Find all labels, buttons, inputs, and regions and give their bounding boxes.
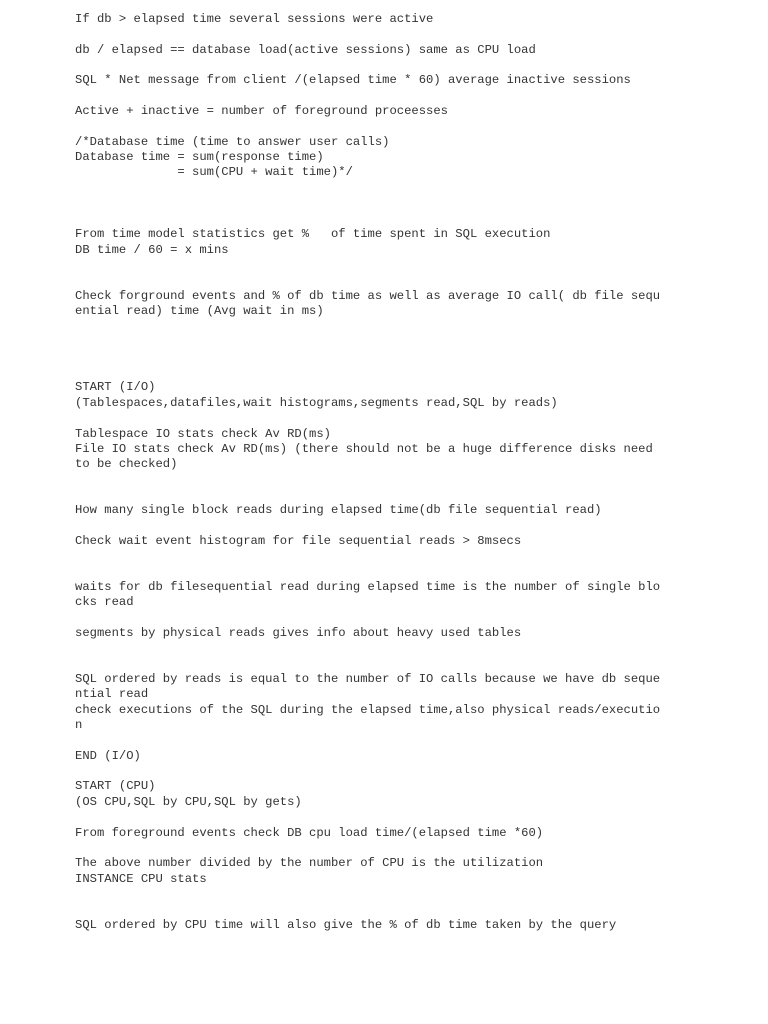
text-line: (Tablespaces,datafiles,wait histograms,segments read,SQL by reads)	[75, 396, 558, 410]
text-line: db / elapsed == database load(active sessions) same as CPU load	[75, 43, 536, 57]
text-line: The above number divided by the number of CPU is the utilization	[75, 856, 544, 870]
text-line: (OS CPU,SQL by CPU,SQL by gets)	[75, 795, 302, 809]
text-line: cks read	[75, 595, 134, 609]
text-line: waits for db filesequential read during elapsed time is the number of single blo	[75, 580, 661, 594]
text-line: If db > elapsed time several sessions were active	[75, 12, 434, 26]
text-line: How many single block reads during elapsed time(db file sequential read)	[75, 503, 602, 517]
text-line: Tablespace IO stats check Av RD(ms)	[75, 427, 331, 441]
text-line: n	[75, 718, 83, 732]
text-line: ntial read	[75, 687, 149, 701]
text-line: INSTANCE CPU stats	[75, 872, 207, 886]
text-line: Database time = sum(response time)	[75, 150, 324, 164]
text-line: Active + inactive = number of foreground proceesses	[75, 104, 448, 118]
text-line: From time model statistics get % of time spent in SQL execution	[75, 227, 551, 241]
text-line: SQL * Net message from client /(elapsed time * 60) average inactive sessions	[75, 73, 631, 87]
text-line: Check forground events and % of db time as well as average IO call( db file sequ	[75, 289, 661, 303]
text-line: segments by physical reads gives info about heavy used tables	[75, 626, 522, 640]
text-line: /*Database time (time to answer user calls)	[75, 135, 390, 149]
text-line: File IO stats check Av RD(ms) (there should not be a huge difference disks need	[75, 442, 653, 456]
text-line: ential read) time (Avg wait in ms)	[75, 304, 324, 318]
text-line: START (CPU)	[75, 779, 156, 793]
text-line: DB time / 60 = x mins	[75, 243, 229, 257]
text-line: Check wait event histogram for file sequential reads > 8msecs	[75, 534, 522, 548]
text-line: SQL ordered by CPU time will also give the % of db time taken by the query	[75, 918, 617, 932]
text-line: SQL ordered by reads is equal to the number of IO calls because we have db seque	[75, 672, 661, 686]
text-line: check executions of the SQL during the elapsed time,also physical reads/executio	[75, 703, 661, 717]
text-line: END (I/O)	[75, 749, 141, 763]
text-line: = sum(CPU + wait time)*/	[75, 165, 353, 179]
text-line: From foreground events check DB cpu load time/(elapsed time *60)	[75, 826, 544, 840]
text-line: to be checked)	[75, 457, 178, 471]
text-line: START (I/O)	[75, 380, 156, 394]
